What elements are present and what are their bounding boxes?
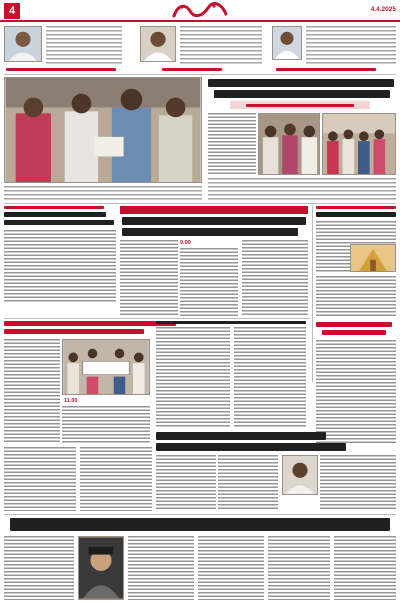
alliance-body-col-2 (218, 455, 278, 511)
right-column-rule (312, 206, 313, 382)
alliance-body-col-1 (156, 455, 216, 511)
center-story-headline (156, 321, 306, 324)
brief-3-body (306, 26, 396, 66)
lecture-headline-2 (4, 329, 144, 334)
page-number: 4 (4, 3, 20, 19)
ranipet-headline-line-2 (214, 90, 390, 98)
ranipet-subhead (246, 104, 354, 107)
lecture-body-col-2 (62, 406, 150, 443)
date-line: 4.4.2025 (370, 6, 396, 13)
row-divider-1 (4, 74, 396, 75)
alliance-headline-2 (156, 443, 346, 451)
obituary-body-col-2 (128, 536, 194, 600)
left-story-headline-2 (4, 220, 114, 225)
row-divider-2 (4, 203, 396, 204)
center-story-body-1 (156, 327, 230, 427)
left-lower-story-body-2 (80, 447, 152, 511)
right-story-1-headline (316, 212, 396, 217)
row-divider-4 (4, 514, 396, 515)
right-story-1-kicker (316, 206, 396, 209)
ranipet-headline-line-1 (208, 79, 394, 87)
left-lower-story-body-1 (4, 447, 76, 511)
brief-2-caption (162, 68, 222, 71)
students-group-photo (322, 113, 396, 175)
court-kicker-bar (120, 206, 308, 214)
collector-presenting-photo (258, 113, 320, 175)
right-story-1-body-cont (316, 276, 396, 316)
brief-3-caption (276, 68, 376, 71)
court-body-col-2 (180, 248, 238, 316)
portrait-photo-1 (4, 26, 42, 62)
photo-caption-text (4, 186, 202, 200)
court-story-time: 9.00 (180, 240, 191, 246)
brief-1-body (46, 26, 122, 66)
lecture-body-col-1 (4, 339, 60, 443)
portrait-photo-2 (140, 26, 176, 62)
court-body-col-3 (242, 240, 308, 316)
court-headline-1 (122, 217, 306, 225)
ranipet-photo-caption (208, 178, 396, 200)
court-body-col-1 (120, 240, 178, 316)
boxed-story-headline-1 (316, 322, 392, 327)
politician-portrait (282, 455, 318, 495)
lecture-headline-1 (4, 321, 176, 326)
obituary-body-col-5 (334, 536, 396, 600)
boxed-story-body (316, 340, 396, 444)
newspaper-logo (168, 2, 232, 20)
brief-2-body (180, 26, 262, 66)
cheque-presentation-photo (62, 339, 150, 395)
boxed-story-headline-2 (322, 330, 386, 335)
brief-1-caption (6, 68, 116, 71)
alliance-body-col-3 (320, 455, 396, 511)
obituary-body-col-3 (198, 536, 264, 600)
lecture-story-time: 11.00 (64, 398, 78, 404)
row-divider-3 (4, 318, 310, 319)
scholarship-ceremony-photo (4, 77, 202, 183)
obituary-headline (10, 518, 390, 531)
alliance-headline-1 (156, 432, 326, 440)
obituary-body-col-1 (4, 536, 74, 600)
court-headline-2 (122, 228, 298, 236)
left-story-kicker (4, 206, 104, 209)
left-story-body (4, 230, 116, 302)
temple-photo (350, 244, 396, 272)
portrait-photo-3 (272, 26, 302, 60)
left-story-headline-1 (4, 212, 106, 217)
ranipet-body-col-1 (208, 113, 256, 175)
actor-portrait (78, 536, 124, 600)
center-story-body-2 (234, 327, 306, 427)
obituary-body-col-4 (268, 536, 330, 600)
